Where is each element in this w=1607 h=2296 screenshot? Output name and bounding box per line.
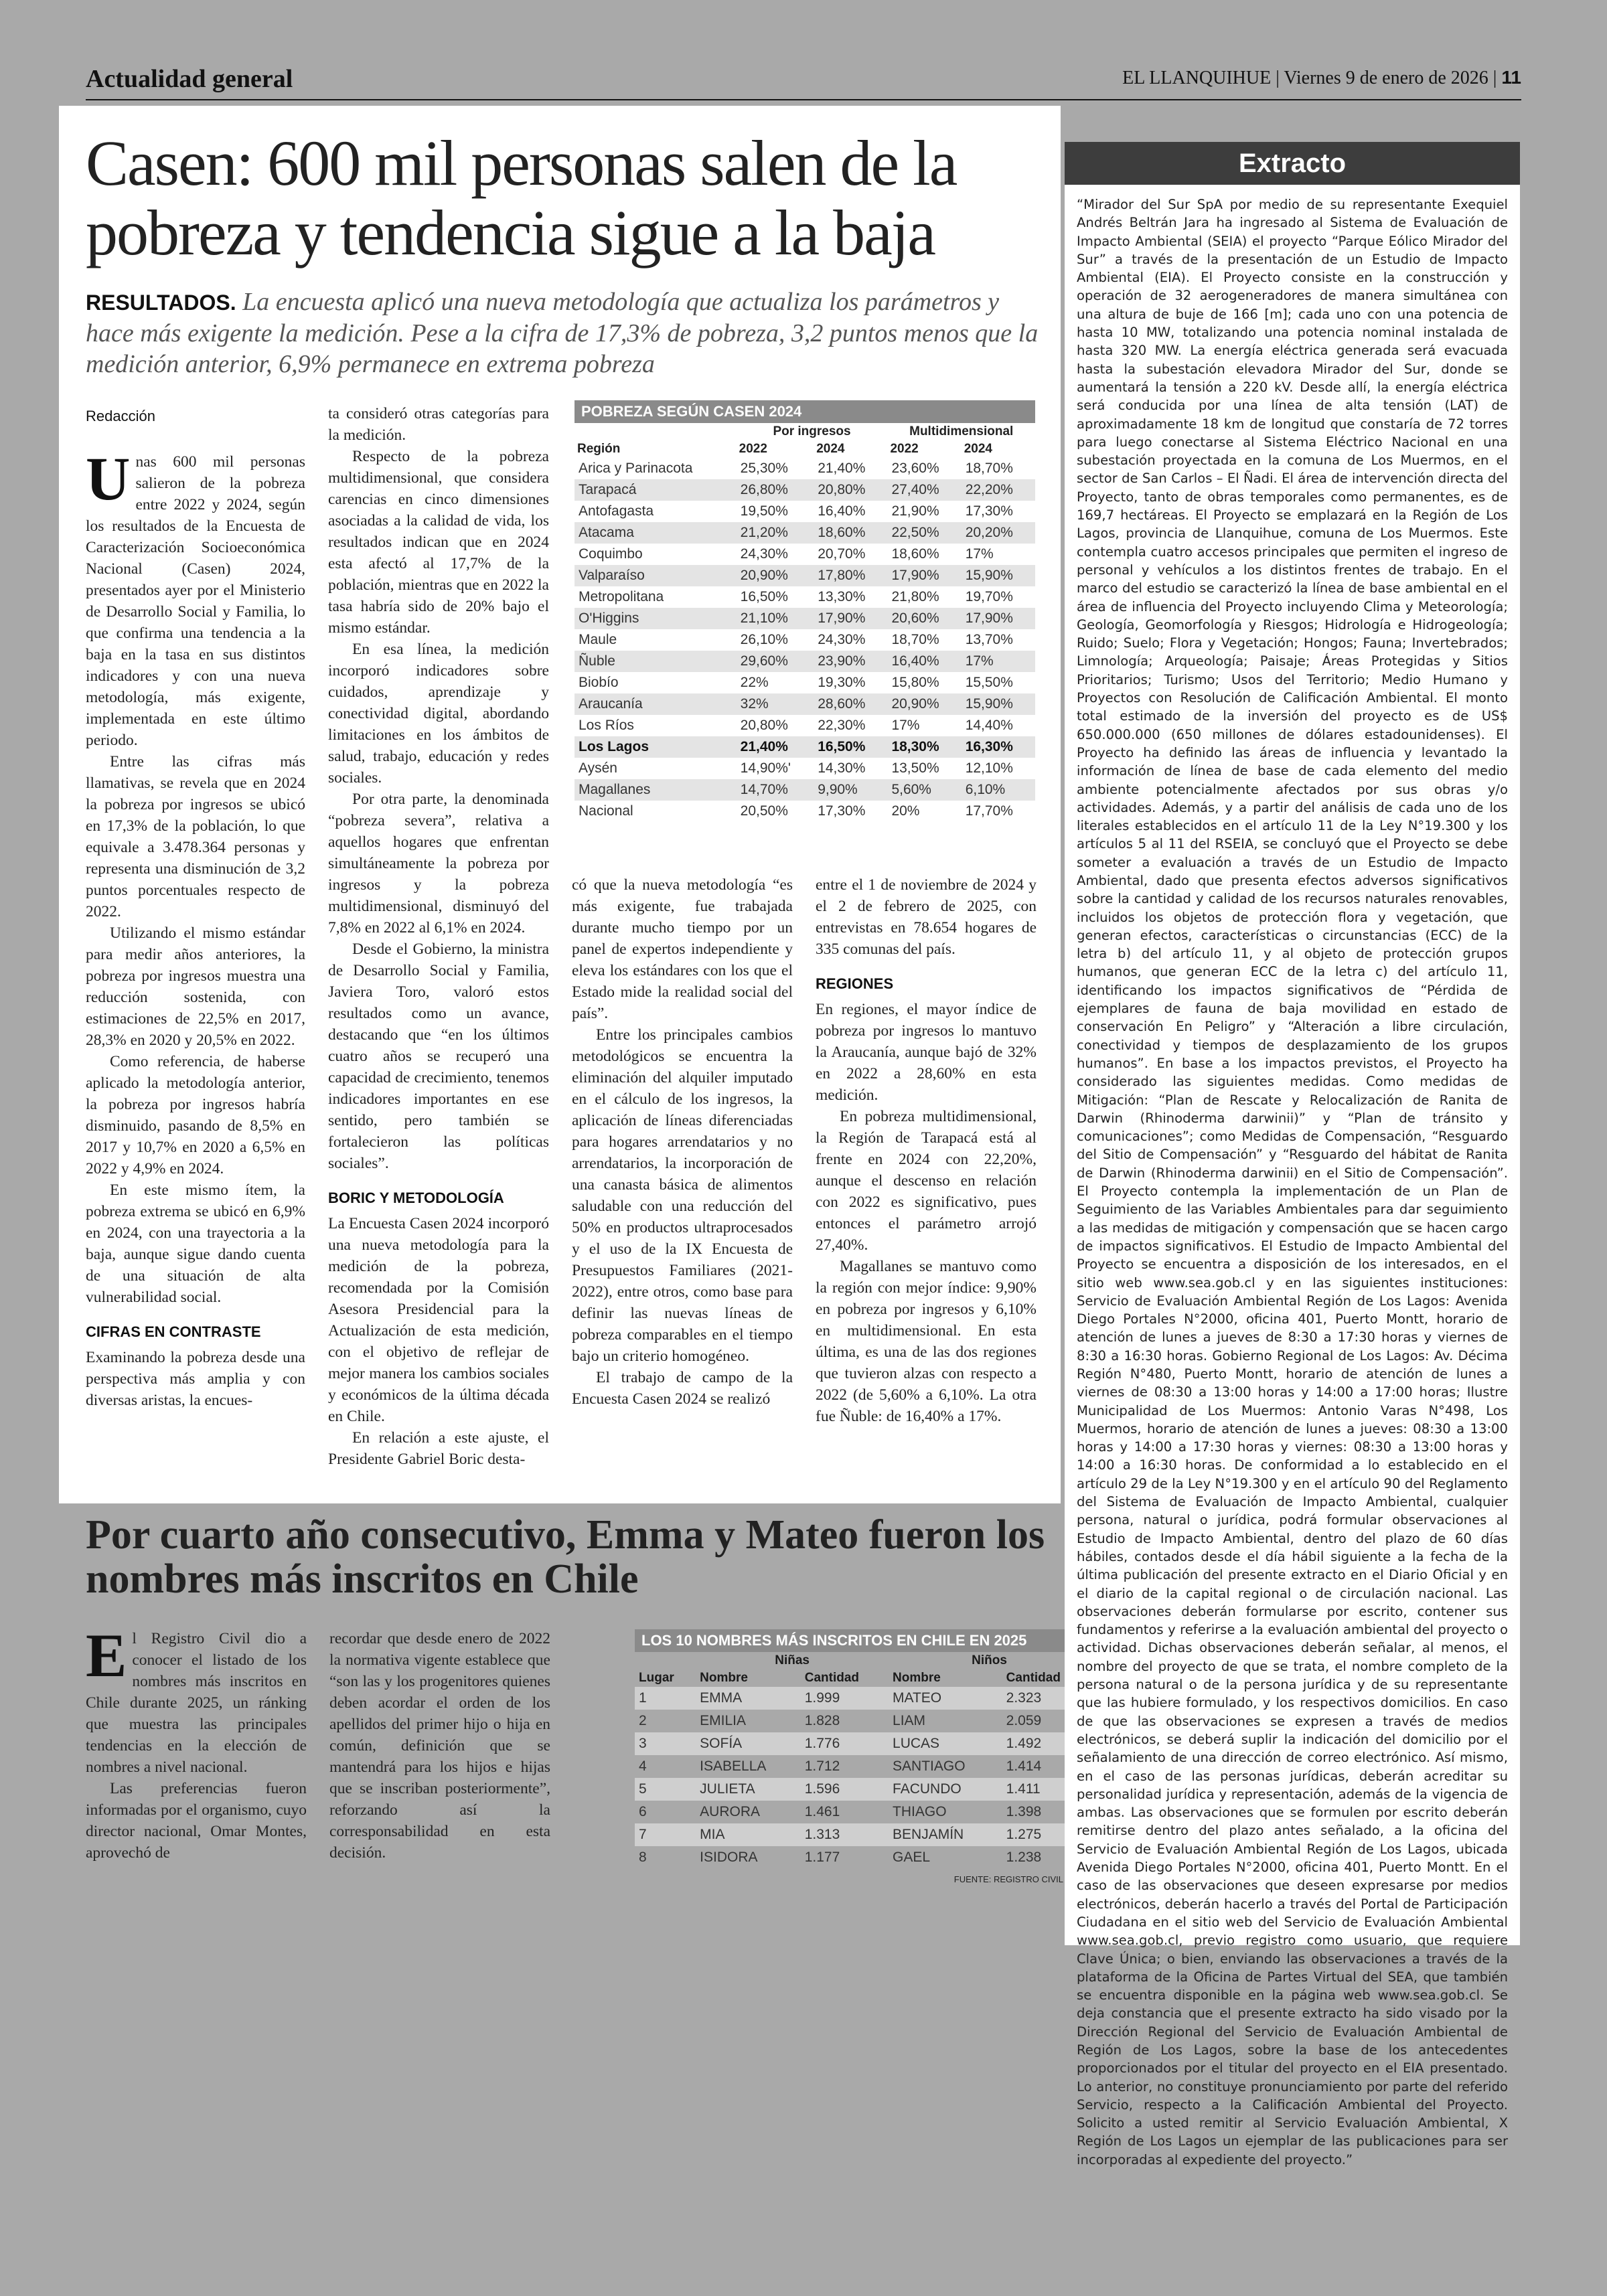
name-cell: FACUNDO (889, 1778, 1002, 1801)
paragraph: Examinando la pobreza desde una perspectiva más amplia y con diversas aristas, la encues- (86, 1349, 305, 1409)
value-cell: 22% (740, 675, 769, 690)
region-cell: Atacama (575, 522, 737, 544)
second-col-2 (329, 1628, 550, 1864)
main-col-3 (572, 874, 793, 1410)
value-cell: 19,70% (965, 589, 1013, 604)
table-row (635, 1778, 1090, 1801)
name-cell: JULIETA (696, 1778, 801, 1801)
value-cell: 20,60% (887, 608, 961, 629)
qty-cell: 2.323 (1002, 1687, 1090, 1710)
table-row (575, 586, 1035, 608)
value-cell: 20,80% (740, 718, 788, 733)
qty-cell: 1.275 (1002, 1823, 1090, 1846)
value-cell: 21,90% (891, 503, 939, 519)
table-row (635, 1846, 1090, 1869)
region-cell: Coquimbo (579, 546, 643, 562)
value-cell: 18,70% (965, 461, 1013, 476)
paragraph: En este mismo ítem, la pobreza extrema se ubicó en 6,9% en 2024, con una trayectoria a la baja, aunque sigue dando cuenta de una situación de alta vulnerabilidad social. (86, 1181, 305, 1306)
column-header: Cantidad (1006, 1671, 1061, 1685)
value-cell: 13,50% (891, 760, 939, 776)
main-headline: Casen: 600 mil personas salen de la pobreza y tendencia sigue a la baja (86, 127, 957, 268)
qty-cell: 1.313 (801, 1823, 889, 1846)
value-cell: 21,10% (737, 608, 814, 629)
qty-cell: 1.461 (804, 1804, 840, 1819)
value-cell: 18,70% (891, 632, 939, 647)
byline: Redacción (86, 408, 155, 424)
name-cell: SANTIAGO (893, 1758, 966, 1774)
name-cell: MIA (696, 1823, 801, 1846)
table-title: LOS 10 NOMBRES MÁS INSCRITOS EN CHILE EN 2025 (635, 1629, 1090, 1652)
value-cell: 20,90% (737, 565, 814, 586)
region-cell: Araucanía (575, 693, 737, 715)
value-cell: 22,30% (818, 718, 866, 733)
value-cell: 24,30% (818, 632, 866, 647)
value-cell: 19,50% (740, 503, 788, 519)
name-cell: THIAGO (893, 1804, 947, 1819)
value-cell: 22,50% (887, 522, 961, 544)
paragraph: Magallanes se mantuvo como la región con mejor índice: 9,90% en pobreza por ingresos y 6,10% en multidimensional. En esta última, es una de las dos regiones que tuvieron alzas con respecto a 2022 (de 5,60% a 6,10%. La otra fue Ñuble: de 16,40% a 17%. (816, 1258, 1037, 1425)
region-cell: Antofagasta (579, 503, 654, 519)
value-cell: 12,10% (965, 760, 1013, 776)
dropcap: E (86, 1621, 127, 1690)
value-cell: 23,60% (891, 461, 939, 476)
extract-text: “Mirador del Sur SpA por medio de su representante Exequiel Andrés Beltrán Jara ha ingresado al Sistema de Evaluación de Impacto Ambiental (SEIA) el proyecto “Parque Eólico Mirador del Sur” a través de la presentación de un Estudio de Impacto Ambiental (EIA). El Proyecto consiste en la construcción y operación de 32 aerogeneradores de manera simultánea con una altura de buje de 166 [m]; cada uno con una potencia de hasta 10 MW, totalizando una potencia nominal instalada de hasta 320 MW. La energía eléctrica generada será evacuada hasta la subestación elevadora Mirador del Sur, donde se aumentará la tensión a 220 kV. Desde allí, la energía eléctrica será conducida por una línea de alta tensión (LAT) de aproximadamente 18 km de longitud que constaría de 72 torres para luego conectarse al Sistema Eléctrico Nacional en una subestación proyectada en la comuna de Los Muermos, en el sector de San Carlos – El Ñadi. El área de intervención directa del Proyecto, tanto de obras temporales como permanentes, es de 169,7 hectáreas. El Proyecto se emplazará en la Región de Los Lagos, provincia de Llanquihue, comuna de Los Muermos. Este contempla cuatro accesos principales que permiten el ingreso de personal y vehículos a los distintos frentes de trabajo. En el marco del estudio se caracterizó la línea de base ambiental en el área de influencia del Proyecto incluyendo Clima y Meteorología; Geología, Geomorfología y Riesgos; Hidrología e Hidrogeología; Ruido; Suelo; Flora y Vegetación; Hongos; Fauna; Invertebrados; Limnología; Arqueología; Paisaje; Áreas Protegidas y Sitios Prioritarios; Turismo; Usos del Territorio; Medio Humano y Proyectos con Resolución de Calificación Ambiental. El monto total estimado de la inversión del proyecto es de US$ 650.000.000 (650 millones de dólares estadounidenses). El Proyecto ha definido las áreas de influencia y levantado la información de línea de base de cada elemento del medio ambiente potencialmente afectados por sus obras y/o actividades. Además, y a partir del análisis de cada uno de los literales establecidos en el artículo 11 de la Ley N°19.300 y los artículos 5 al 11 del RSEIA, se concluyó que el Proyecto se debe someter a evaluación a través de un Estudio de Impacto Ambiental, dado que presenta efectos adversos significativos sobre la cantidad y calidad de los recursos naturales renovables, incluidos los objetos de protección flora y vegetación, que generan efectos, características o circunstancias (ECC) de la letra b) del artículo 11, y al objeto de protección grupos humanos, que generan ECC de la letra c) del artículo 11, identificando los impactos significativos de “Pérdida de ejemplares de fauna de baja movilidad en estado de conservación En Peligro” y “Alteración a libre circulación, conectividad y tiempos de desplazamiento de los grupos humanos”. En base a los impactos previstos, el Proyecto ha considerado las siguientes medidas. Como medidas de Mitigación: “Plan de Rescate y Relocalización de Ranita de Darwin (Rhinoderma darwinii)” y “Plan de tránsito y comunicaciones”; como Medidas de Compensación, “Resguardo del Sitio de Compensación” y “Resguardo del hábitat de Ranita de Darwin (Rhinoderma darwinii) en el Sitio de Compensación”. El Proyecto contempla la implementación de un Plan de Seguimiento de las Variables Ambientales para dar seguimiento a las medidas de mitigación y compensación que se hacen cargo de impactos significativos. El Estudio de Impacto Ambiental del Proyecto se encuentra a disposición de los interesados, en el sitio web www.sea.gob.cl y en las siguientes instituciones: Servicio de Evaluación Ambiental Región de Los Lagos: Avenida Diego Portales N°2000, oficina 401, Puerto Montt, horario de atención de lunes a jueves de 8:30 a 17:30 horas y viernes de 8:30 a 16:30 horas. Gobierno Regional de Los Lagos: Av. Décima Región N°480, Puerto Montt, horario de atención de lunes a viernes de 08:30 a 13:00 horas y 14:00 a 17:00 horas; Ilustre Municipalidad de Los Muermos: Antonio Varas N°498, Los Muermos, horario de atención de lunes a jueves: 08:30 a 13:00 horas y 14:00 a 17:30 horas y viernes: 08:30 a 13:00 horas y 14:00 a 16:30 horas. De conformidad a lo establecido en el artículo 29 de la Ley N°19.300 y en el artículo 90 del Reglamento del Sistema de Evaluación de Impacto Ambiental, cualquier persona, natural o jurídica, podrá formular observaciones al Estudio de Impacto Ambiental, dentro del plazo de 60 días hábiles, contados desde el día hábil siguiente a la fecha de la última publicación del presente extracto en el Diario Oficial y en el diario de la capital regional o de circulación nacional. Las observaciones deberán formularse por escrito, contener sus fundamentos y referirse a la evaluación ambiental del proyecto o actividad. Dichas observaciones deberán señalar, al menos, el nombre del proyecto de que se trata, el nombre completo de la persona natural o de la persona jurídica y de su representante que las hubiere formulado, y los respectivos domicilios. En caso de que las observaciones se expresen a través de medios electrónicos, se deberá suplir la indicación del domicilio por el señalamiento de una dirección de correo electrónico. Así mismo, en el caso de las personas jurídicas, deberán acreditar su personalidad jurídica y representación, además de la vigencia de ambas. Las observaciones que se formulen por escrito deberán remitirse dentro del plazo antes señalado, a la oficina del Servicio de Evaluación Ambiental Región de Los Lagos, ubicada Avenida Diego Portales N°2000, oficina 401, Puerto Montt. En el caso de las observaciones que deseen expresarse por medios electrónicos, deberán hacerlo a través del Portal de Participación Ciudadana en el sitio web del Servicio de Evaluación Ambiental www.sea.gob.cl, previo registro como usuario, que requiere Clave Única; o bien, enviando las observaciones a través de la plataforma de la Oficina de Partes Virtual del SEA, que también se encuentra disponible en la página web www.sea.gob.cl. Se deja constancia que el presente extracto ha sido visado por la Dirección Regional del Servicio de Evaluación Ambiental de Región de Los Lagos, sobre la base de los antecedentes proporcionados por el titular del proyecto en el EIA presentado. Lo anterior, no constituye pronunciamiento por parte del referido Servicio, respecto a la Calificación Ambiental del Proyecto. Solicito a usted remitir al Servicio Evaluación Ambiental, X Región de Los Lagos un ejemplar de las publicaciones para ser incorporadas al expediente del proyecto.” (1077, 197, 1508, 2167)
table-row (575, 608, 1035, 629)
region-cell: Valparaíso (575, 565, 737, 586)
place-cell: 2 (639, 1713, 647, 1728)
table-row (575, 693, 1035, 715)
value-cell: 15,80% (891, 675, 939, 690)
qty-cell: 1.999 (801, 1687, 889, 1710)
paragraph: Desde el Gobierno, la ministra de Desarrollo Social y Familia, Javiera Toro, valoró estos resultados como un avance, destacando que “en los últimos cuatro años se recuperó una capacidad de crecimiento, tenemos indicadores importantes en ese sentido, pero también se fortalecieron las políticas sociales”. (328, 940, 549, 1172)
second-headline: Por cuarto año consecutivo, Emma y Mateo fueron los nombres más inscritos en Chile (86, 1512, 1045, 1602)
region-cell: Los Ríos (579, 718, 634, 733)
paragraph: Unas 600 mil personas salieron de la pobreza entre 2022 y 2024, según los resultados de la Encuesta de Caracterización Socioeconómica Nacional (Casen) 2024, presentados ayer por el Ministerio de Desarrollo Social y Familia, lo que confirma una tendencia a la baja en la tasa en sus distintos indicadores y con una nueva metodología, más exigente, implementada en este último periodo. (86, 444, 305, 749)
lede-label: RESULTADOS. (86, 291, 236, 315)
value-cell: 13,70% (965, 632, 1013, 647)
column-header: 2022 (739, 442, 767, 456)
name-cell: SOFÍA (696, 1732, 801, 1755)
value-cell: 6,10% (962, 779, 1035, 801)
table-row (575, 801, 1035, 822)
name-cell: ISABELLA (700, 1758, 767, 1774)
table-title: POBREZA SEGÚN CASEN 2024 (575, 400, 1035, 423)
group-header: Niñas (775, 1653, 810, 1667)
table-row (635, 1732, 1090, 1755)
table-row (575, 565, 1035, 586)
value-cell: 22,20% (962, 479, 1035, 501)
table-row (575, 672, 1035, 693)
region-cell: Ñuble (575, 651, 737, 672)
qty-cell: 1.414 (1006, 1758, 1042, 1774)
region-cell: Maule (579, 632, 617, 647)
value-cell: 16,50% (740, 589, 788, 604)
table-row (575, 715, 1035, 736)
value-cell: 14,90%' (740, 760, 791, 776)
place-cell: 5 (635, 1778, 696, 1801)
name-cell: MATEO (889, 1687, 1002, 1710)
value-cell: 16,30% (962, 736, 1035, 758)
value-cell: 13,30% (818, 589, 866, 604)
paragraph: recordar que desde enero de 2022 la normativa vigente establece que “son las y los progenitores quienes deben acordar el orden de los apellidos del primer hijo o hija en común, definición que se mantendrá para los hijos e hijas que se inscriban posteriormente”, reforzando así la corresponsabilidad en esta decisión. (329, 1630, 550, 1862)
value-cell: 15,90% (962, 565, 1035, 586)
paragraph: Respecto de la pobreza multidimensional, que considera carencias en cinco dimensiones asociadas a la calidad de vida, los resultados indican que en 2024 esta afectó al 17,7% de la población, mientras que en 2022 la tasa habría sido de 20% bajo el mismo estándar. (328, 448, 549, 637)
paragraph: La Encuesta Casen 2024 incorporó una nueva metodología para la medición de la pobreza, recomendada por la Comisión Asesora Presidencial para la Actualización de esta medición, con el objetivo de reflejar de mejor manera los cambios sociales y económicos de la última década en Chile. (328, 1215, 549, 1425)
value-cell: 20,50% (740, 803, 788, 819)
second-article (59, 1503, 1061, 1932)
value-cell: 20,70% (818, 546, 866, 562)
column-header: 2022 (890, 442, 919, 456)
value-cell: 25,30% (740, 461, 788, 476)
table-row (575, 479, 1035, 501)
group-header: Por ingresos (773, 424, 851, 438)
table-row (635, 1710, 1090, 1732)
table-row (635, 1823, 1090, 1846)
name-cell: EMMA (696, 1687, 801, 1710)
main-col-2 (328, 403, 549, 1470)
table-row (575, 758, 1035, 779)
column-header: Lugar (639, 1671, 674, 1685)
qty-cell: 1.238 (1006, 1850, 1042, 1865)
value-cell: 17% (965, 546, 994, 562)
table-row (635, 1755, 1090, 1778)
paragraph: Entre las cifras más llamativas, se revela que en 2024 la pobreza por ingresos se ubicó en 17,3% de la población, lo que equivale a 3.478.364 personas y representa una disminución de 3,2 puntos porcentuales respecto de 2022. (86, 753, 305, 920)
paragraph: En regiones, el mayor índice de pobreza por ingresos lo mantuvo la Araucanía, aunque bajó de 32% en 2022 a 28,60% en esta medición. (816, 1001, 1037, 1104)
value-cell: 23,90% (814, 651, 887, 672)
name-cell: LUCAS (889, 1732, 1002, 1755)
qty-cell: 1.776 (801, 1732, 889, 1755)
column-header: 2024 (964, 442, 992, 456)
column-header: Nombre (893, 1671, 941, 1685)
header-rule (86, 99, 1521, 100)
value-cell: 26,10% (740, 632, 788, 647)
place-cell: 8 (639, 1850, 647, 1865)
paragraph: En esa línea, la medición incorporó indicadores sobre cuidados, aprendizaje y conectividad digital, abordando limitaciones en los ámbitos de salud, trabajo, educación y redes sociales. (328, 641, 549, 787)
region-cell: Nacional (579, 803, 633, 819)
region-cell: Los Lagos (575, 736, 737, 758)
value-cell: 17% (891, 718, 920, 733)
second-col-1 (86, 1621, 307, 1864)
name-cell: LIAM (893, 1713, 926, 1728)
value-cell: 9,90% (814, 779, 887, 801)
paragraph: có que la nueva metodología “es más exigente, fue trabajada durante mucho tiempo por un panel de expertos independiente y eleva los estándares con los que el Estado mide la realidad social del país”. (572, 876, 793, 1022)
qty-cell: 1.596 (801, 1778, 889, 1801)
group-header: Niños (972, 1653, 1007, 1667)
paragraph: En pobreza multidimensional, la Región de Tarapacá está al frente en 2024 con 22,20%, aunque el descenso en relación con 2022 es significativo, pues entonces el parámetro arrojó 27,40%. (816, 1108, 1037, 1254)
value-cell: 17,70% (965, 803, 1013, 819)
region-cell: Arica y Parinacota (579, 461, 693, 476)
place-cell: 4 (639, 1758, 647, 1774)
value-cell: 14,40% (965, 718, 1013, 733)
group-header: Multidimensional (909, 424, 1014, 438)
table-row (635, 1801, 1090, 1823)
value-cell: 17,30% (818, 803, 866, 819)
place-cell: 6 (639, 1804, 647, 1819)
qty-cell: 2.059 (1006, 1713, 1042, 1728)
value-cell: 16,40% (887, 651, 961, 672)
table-row (575, 544, 1035, 565)
region-cell: Biobío (579, 675, 619, 690)
table-row (575, 651, 1035, 672)
value-cell: 21,80% (891, 589, 939, 604)
issue-date: Viernes 9 de enero de 2026 (1284, 68, 1488, 88)
value-cell: 18,60% (814, 522, 887, 544)
name-cell: GAEL (893, 1850, 931, 1865)
subhead: CIFRAS EN CONTRASTE (86, 1323, 261, 1340)
main-article (59, 106, 1061, 1503)
qty-cell: 1.177 (804, 1850, 840, 1865)
value-cell: 21,40% (737, 736, 814, 758)
value-cell: 17,90% (887, 565, 961, 586)
column-header: Cantidad (804, 1671, 860, 1685)
name-cell: AURORA (700, 1804, 761, 1819)
column-header: Nombre (700, 1671, 748, 1685)
value-cell: 29,60% (737, 651, 814, 672)
table-row (575, 779, 1035, 801)
name-cell: BENJAMÍN (889, 1823, 1002, 1846)
value-cell: 17% (962, 651, 1035, 672)
legal-extract (1065, 142, 1520, 2167)
qty-cell: 1.411 (1002, 1778, 1090, 1801)
section-title: Actualidad general (86, 65, 293, 93)
place-cell: 3 (635, 1732, 696, 1755)
value-cell: 17,80% (814, 565, 887, 586)
name-cell: ISIDORA (700, 1850, 758, 1865)
value-cell: 18,30% (887, 736, 961, 758)
column-header: 2024 (816, 442, 845, 456)
paper-name: EL LLANQUIHUE (1122, 68, 1272, 88)
qty-cell: 1.828 (804, 1713, 840, 1728)
name-cell: EMILIA (700, 1713, 747, 1728)
subhead: REGIONES (816, 975, 894, 992)
place-cell: 1 (635, 1687, 696, 1710)
value-cell: 19,30% (818, 675, 866, 690)
region-cell: Magallanes (575, 779, 737, 801)
qty-cell: 1.712 (804, 1758, 840, 1774)
value-cell: 20,20% (962, 522, 1035, 544)
paragraph: Entre los principales cambios metodológicos se encuentra la eliminación del alquiler imputado en el cálculo de los ingresos, la aplicación de líneas diferenciadas para hogares arrendatarios y no arrendatarios, la incorporación de una canasta básica de alimentos saludable con una reducción del 50% en productos ultraprocesados y el uso de la IX Encuesta de Presupuestos Familiares (2021-2022), entre otros, como base para definir las nuevas líneas de pobreza comparables en el tiempo bajo un criterio homogéneo. (572, 1026, 793, 1365)
paragraph: El trabajo de campo de la Encuesta Casen 2024 se realizó (572, 1369, 793, 1408)
qty-cell: 1.492 (1002, 1732, 1090, 1755)
main-lede (86, 286, 1050, 380)
region-cell: Tarapacá (575, 479, 737, 501)
value-cell: 20,80% (814, 479, 887, 501)
table-source: FUENTE: REGISTRO CIVIL (953, 1874, 1063, 1884)
value-cell: 17,30% (965, 503, 1013, 519)
page-info: EL LLANQUIHUE | Viernes 9 de enero de 2026 | 11 (1122, 67, 1521, 88)
place-cell: 7 (635, 1823, 696, 1846)
value-cell: 15,90% (962, 693, 1035, 715)
page-number: 11 (1501, 67, 1521, 88)
table-row (575, 458, 1035, 479)
value-cell: 5,60% (887, 779, 961, 801)
paragraph: En relación a este ajuste, el Presidente Gabriel Boric desta- (328, 1429, 549, 1468)
value-cell: 20,90% (887, 693, 961, 715)
value-cell: 17,90% (962, 608, 1035, 629)
names-table (635, 1629, 1090, 1884)
region-cell: Aysén (579, 760, 617, 776)
value-cell: 16,40% (818, 503, 866, 519)
value-cell: 14,70% (737, 779, 814, 801)
value-cell: 28,60% (814, 693, 887, 715)
column-header: Región (577, 442, 621, 456)
dropcap: U (86, 444, 131, 513)
paragraph: Como referencia, de haberse aplicado la metodología anterior, la pobreza por ingresos habría disminuido, pasando de 8,5% en 2017 y 10,7% en 2020 a 6,5% en 2022 y 4,9% en 2024. (86, 1053, 305, 1177)
table-row (575, 501, 1035, 522)
value-cell: 21,20% (737, 522, 814, 544)
value-cell: 32% (737, 693, 814, 715)
paragraph: Utilizando el mismo estándar para medir años anteriores, la pobreza por ingresos muestra una reducción sostenida, con estimaciones de 22,5% en 2017, 28,3% en 2020 y 20,5% en 2022. (86, 924, 305, 1049)
region-cell: O'Higgins (575, 608, 737, 629)
table-row (575, 629, 1035, 651)
value-cell: 16,50% (814, 736, 887, 758)
region-cell: Metropolitana (579, 589, 664, 604)
subhead: BORIC Y METODOLOGÍA (328, 1190, 504, 1206)
value-cell: 20% (891, 803, 920, 819)
value-cell: 14,30% (818, 760, 866, 776)
main-col-1 (86, 406, 305, 1411)
qty-cell: 1.398 (1006, 1804, 1042, 1819)
value-cell: 27,40% (887, 479, 961, 501)
main-col-4 (816, 874, 1037, 1427)
table-row (575, 736, 1035, 758)
value-cell: 17,90% (814, 608, 887, 629)
lede-text: La encuesta aplicó una nueva metodología que actualiza los parámetros y hace más exigente la medición. Pese a la cifra de 17,3% de pobreza, 3,2 puntos menos que la medición anterior, 6,9% permanece en extrema pobreza (86, 288, 1039, 378)
paragraph: entre el 1 de noviembre de 2024 y el 2 de febrero de 2025, con entrevistas en 78.654 hogares de 335 comunas del país. (816, 876, 1037, 958)
value-cell: 15,50% (965, 675, 1013, 690)
value-cell: 21,40% (818, 461, 866, 476)
paragraph: Por otra parte, la denominada “pobreza severa”, relativa a aquellos hogares que enfrentan simultáneamente la pobreza por ingresos y la pobreza multidimensional, disminuyó del 7,8% en 2022 al 6,1% en 2024. (328, 791, 549, 936)
value-cell: 26,80% (737, 479, 814, 501)
table-row (575, 522, 1035, 544)
paragraph: ta consideró otras categorías para la medición. (328, 405, 549, 444)
value-cell: 24,30% (740, 546, 788, 562)
table-row (635, 1687, 1090, 1710)
extract-title: Extracto (1065, 142, 1520, 185)
poverty-table (575, 400, 1035, 822)
paragraph: Las preferencias fueron informadas por el organismo, cuyo director nacional, Omar Montes, aprovechó de (86, 1780, 307, 1862)
value-cell: 18,60% (891, 546, 939, 562)
paragraph: El Registro Civil dio a conocer el listado de los nombres más inscritos en Chile durante 2025, un ránking que muestra las principales tendencias en la elección de nombres a nivel nacional. (86, 1621, 307, 1776)
